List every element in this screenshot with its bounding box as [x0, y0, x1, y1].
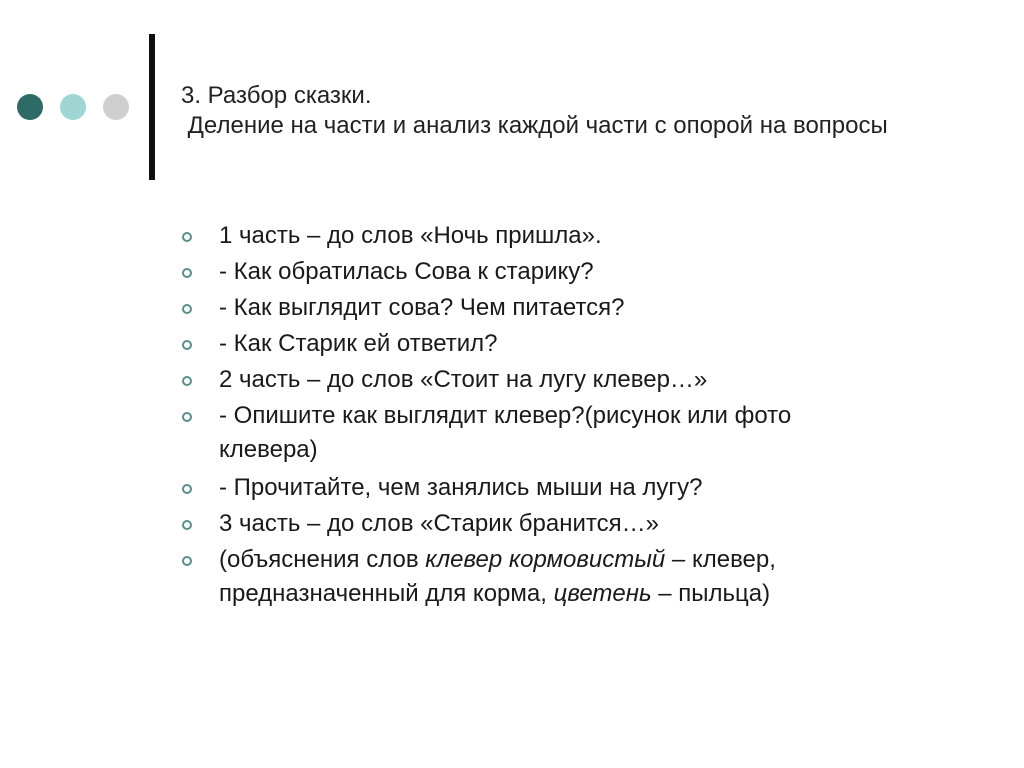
list-item	[182, 543, 862, 611]
slide-title	[181, 81, 888, 141]
definition-text: – клевер, предназначенный для корма,	[219, 546, 776, 607]
bullet-icon	[182, 232, 192, 242]
list-item	[182, 507, 862, 541]
bullet-icon	[182, 304, 192, 314]
bullet-icon	[182, 484, 192, 494]
term-italic: цветень	[553, 580, 652, 607]
list-item-text: 3 часть – до слов «Старик бранится…»	[219, 510, 659, 537]
bullet-icon	[182, 520, 192, 530]
bullet-icon	[182, 268, 192, 278]
list-item-text: - Как обратилась Сова к старику?	[219, 258, 594, 285]
title-divider	[149, 34, 155, 180]
list-item	[182, 327, 862, 361]
list-item-text: - Как выглядит сова? Чем питается?	[219, 294, 625, 321]
term-italic: клевер кормовистый	[425, 546, 666, 573]
list-item	[182, 471, 862, 505]
decor-dot-gray	[103, 94, 129, 120]
bullet-icon	[182, 556, 192, 566]
list-item-text	[219, 546, 776, 607]
bullet-list	[182, 219, 862, 613]
list-item-text: 1 часть – до слов «Ночь пришла».	[219, 222, 602, 249]
bullet-icon	[182, 412, 192, 422]
decor-dot-light	[60, 94, 86, 120]
slide-title-line1: 3. Разбор сказки.	[181, 82, 372, 109]
definition-text: – пыльца)	[651, 580, 771, 607]
list-item-text: - Как Старик ей ответил?	[219, 330, 498, 357]
list-item	[182, 219, 862, 253]
list-item-text: - Опишите как выглядит клевер?(рисунок или фото клевера)	[219, 402, 792, 463]
list-item-text: 2 часть – до слов «Стоит на лугу клевер…»	[219, 366, 708, 393]
bullet-icon	[182, 376, 192, 386]
slide-title-line2: Деление на части и анализ каждой части с опорой на вопросы	[181, 112, 888, 139]
list-item	[182, 363, 862, 397]
list-item-text: - Прочитайте, чем занялись мыши на лугу?	[219, 474, 703, 501]
bullet-icon	[182, 340, 192, 350]
decor-dot-dark	[17, 94, 43, 120]
list-item	[182, 291, 862, 325]
list-item	[182, 255, 862, 289]
list-item	[182, 399, 862, 467]
definition-text: (объяснения слов	[219, 546, 426, 573]
